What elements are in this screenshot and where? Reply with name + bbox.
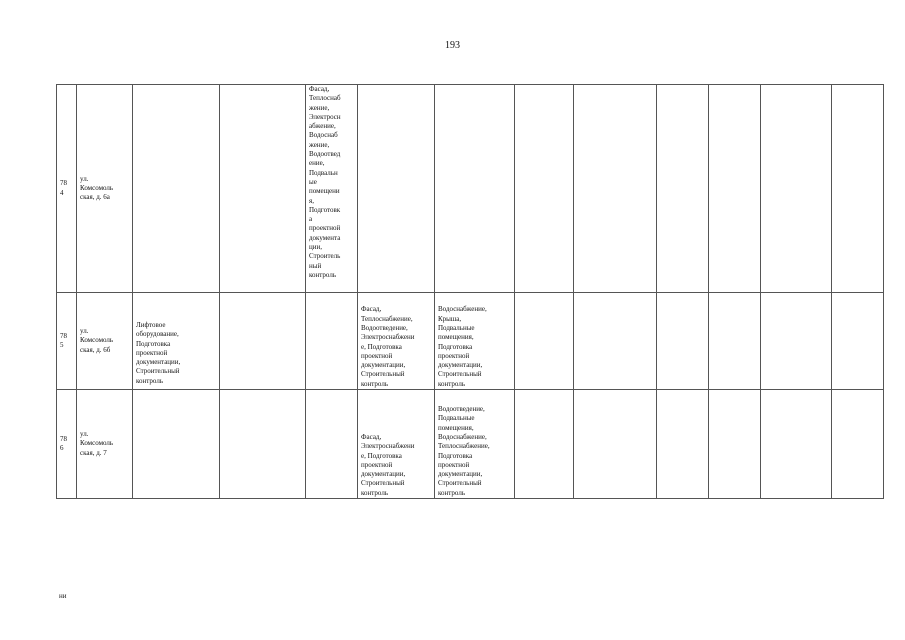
table-cell	[574, 390, 657, 499]
table-cell	[306, 390, 358, 499]
work-types-cell: Лифтовое оборудование, Подготовка проектной документации, Строительный контроль	[133, 293, 220, 390]
table-cell	[220, 85, 306, 293]
table-cell	[761, 390, 832, 499]
table-cell	[709, 85, 761, 293]
table-cell	[574, 293, 657, 390]
row-number: 78 5	[57, 293, 77, 390]
work-types-cell: Фасад, Электроснабжени е, Подготовка проектной документации, Строительный контроль	[358, 390, 435, 499]
table-cell	[306, 293, 358, 390]
table-cell	[515, 390, 574, 499]
address-cell: ул. Комсомоль ская, д. 6а	[77, 85, 133, 293]
table-cell	[515, 293, 574, 390]
table-cell	[832, 85, 884, 293]
table-cell	[657, 390, 709, 499]
table-cell	[515, 85, 574, 293]
row-number: 78 6	[57, 390, 77, 499]
table-cell	[133, 390, 220, 499]
table-cell	[761, 293, 832, 390]
table-cell	[709, 293, 761, 390]
table-cell	[435, 85, 515, 293]
page-number: 193	[445, 40, 460, 51]
capital-repair-table	[56, 84, 884, 499]
address-cell: ул. Комсомоль ская, д. 7	[77, 390, 133, 499]
row-number: 78 4	[57, 85, 77, 293]
address-cell: ул. Комсомоль ская, д. 6б	[77, 293, 133, 390]
table-row	[57, 390, 884, 499]
table-cell	[709, 390, 761, 499]
footer-text: ни	[59, 592, 67, 600]
work-types-cell: Фасад, Теплоснаб жение, Электросн абжение, Водоснаб жение, Водоотвед ение, Подвальн ые помещени я, Подготовк а проектной документа ции, Строитель ный контроль	[306, 85, 358, 293]
table-row	[57, 85, 884, 293]
table-cell	[657, 85, 709, 293]
table-cell	[832, 390, 884, 499]
work-types-cell: Фасад, Теплоснабжение, Водоотведение, Электроснабжени е, Подготовка проектной документации, Строительный контроль	[358, 293, 435, 390]
table-cell	[832, 293, 884, 390]
table-cell	[220, 293, 306, 390]
table-cell	[133, 85, 220, 293]
table-cell	[574, 85, 657, 293]
table-cell	[358, 85, 435, 293]
table-row	[57, 293, 884, 390]
table-cell	[761, 85, 832, 293]
work-types-cell: Водоотведение, Подвальные помещения, Водоснабжение, Теплоснабжение, Подготовка проектной документации, Строительный контроль	[435, 390, 515, 499]
table-cell	[220, 390, 306, 499]
table-cell	[657, 293, 709, 390]
work-types-cell: Водоснабжение, Крыша, Подвальные помещения, Подготовка проектной документации, Строительный контроль	[435, 293, 515, 390]
